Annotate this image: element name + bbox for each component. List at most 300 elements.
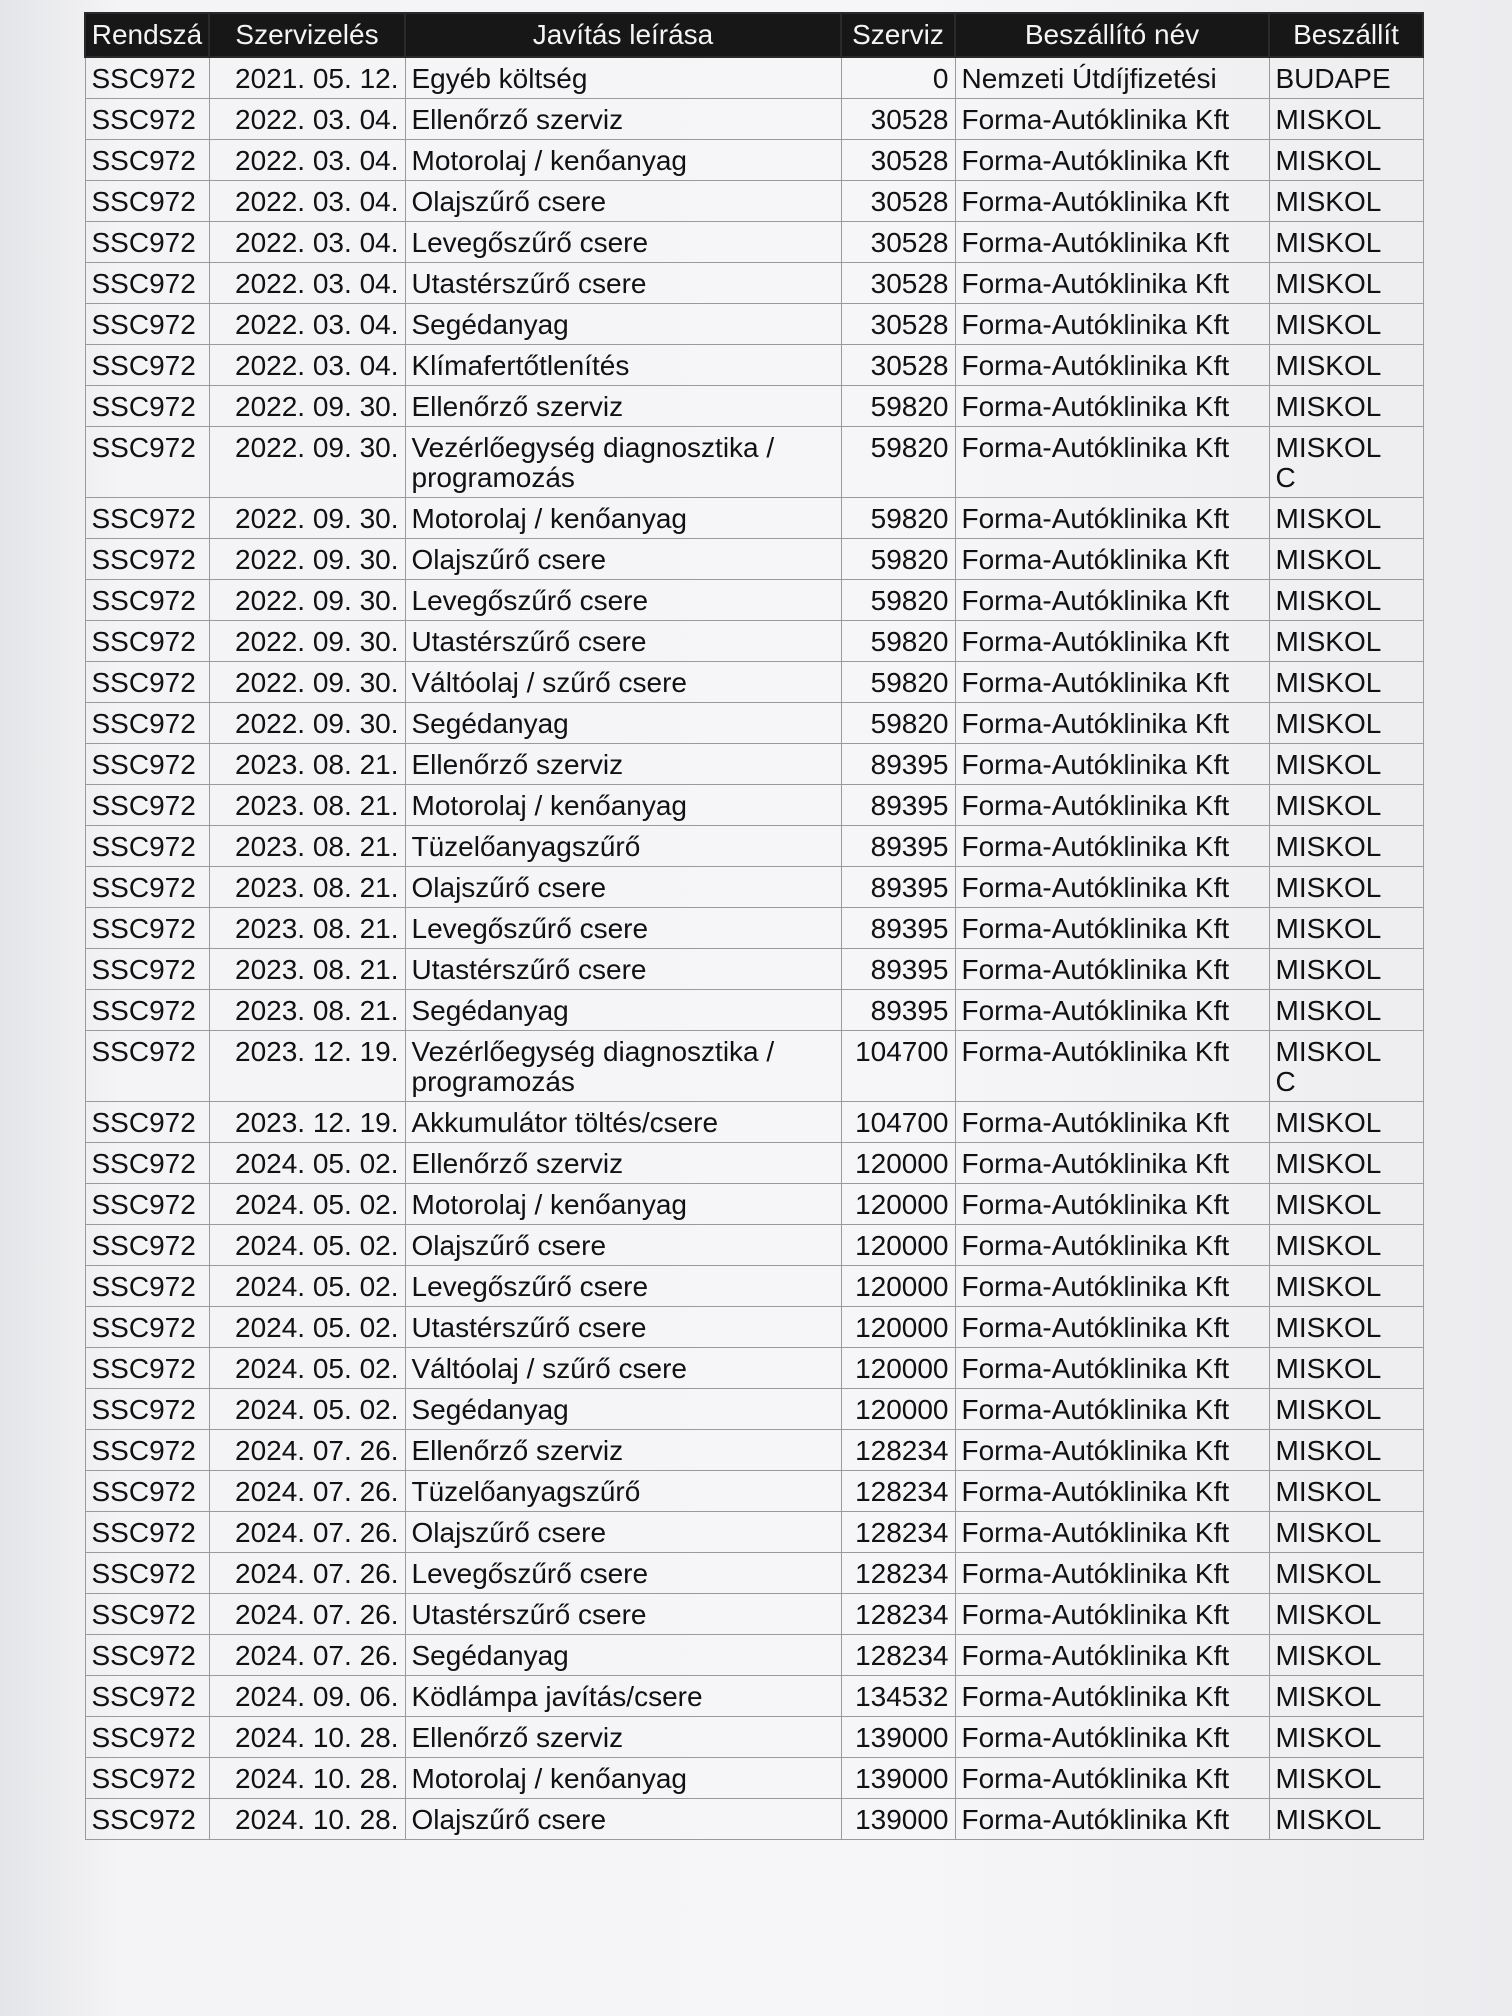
plate-cell: SSC972 [85,1799,209,1840]
table-row [85,990,1423,1031]
odometer-cell: 89395 [841,744,955,785]
supplier-city-cell: MISKOL [1269,1389,1423,1430]
supplier-city-cell: MISKOL [1269,263,1423,304]
table-body [85,57,1423,1840]
supplier-city-cell: MISKOL [1269,703,1423,744]
description-cell: Segédanyag [405,304,841,345]
service-date-cell: 2022. 03. 04. [209,181,405,222]
plate-cell: SSC972 [85,826,209,867]
table-row [85,1143,1423,1184]
supplier-city-cell: MISKOL C [1269,427,1423,498]
description-cell: Egyéb költség [405,57,841,99]
description-cell: Váltóolaj / szűrő csere [405,1348,841,1389]
description-cell: Motorolaj / kenőanyag [405,785,841,826]
supplier-name-cell: Forma-Autóklinika Kft [955,539,1269,580]
plate-cell: SSC972 [85,345,209,386]
odometer-cell: 59820 [841,386,955,427]
supplier-city-cell: MISKOL [1269,222,1423,263]
plate-cell: SSC972 [85,785,209,826]
table-row [85,908,1423,949]
service-date-cell: 2024. 07. 26. [209,1430,405,1471]
supplier-city-cell: MISKOL [1269,826,1423,867]
description-cell: Levegőszűrő csere [405,1266,841,1307]
supplier-name-cell: Forma-Autóklinika Kft [955,785,1269,826]
supplier-name-cell: Forma-Autóklinika Kft [955,990,1269,1031]
odometer-cell: 134532 [841,1676,955,1717]
table-row [85,1553,1423,1594]
odometer-cell: 139000 [841,1717,955,1758]
supplier-name-cell: Forma-Autóklinika Kft [955,427,1269,498]
plate-cell: SSC972 [85,1031,209,1102]
service-date-cell: 2022. 03. 04. [209,140,405,181]
supplier-city-cell: MISKOL [1269,1799,1423,1840]
odometer-cell: 89395 [841,949,955,990]
service-date-cell: 2023. 12. 19. [209,1102,405,1143]
supplier-city-cell: MISKOL [1269,1143,1423,1184]
supplier-name-cell: Forma-Autóklinika Kft [955,1471,1269,1512]
table-row [85,785,1423,826]
table-row [85,1676,1423,1717]
description-cell: Klímafertőtlenítés [405,345,841,386]
supplier-name-cell: Forma-Autóklinika Kft [955,1676,1269,1717]
plate-cell: SSC972 [85,1758,209,1799]
table-row [85,1430,1423,1471]
supplier-city-cell: MISKOL [1269,867,1423,908]
table-row [85,345,1423,386]
header-plate: Rendszá [85,13,209,57]
description-cell: Levegőszűrő csere [405,222,841,263]
odometer-cell: 59820 [841,662,955,703]
plate-cell: SSC972 [85,304,209,345]
header-supplier-city: Beszállít [1269,13,1423,57]
table-row [85,304,1423,345]
description-cell: Ellenőrző szerviz [405,386,841,427]
odometer-cell: 128234 [841,1594,955,1635]
supplier-name-cell: Forma-Autóklinika Kft [955,1635,1269,1676]
plate-cell: SSC972 [85,949,209,990]
table-row [85,1225,1423,1266]
table-row [85,1102,1423,1143]
service-date-cell: 2022. 09. 30. [209,386,405,427]
plate-cell: SSC972 [85,222,209,263]
table-row [85,1512,1423,1553]
plate-cell: SSC972 [85,1102,209,1143]
table-row [85,867,1423,908]
supplier-name-cell: Forma-Autóklinika Kft [955,908,1269,949]
description-cell: Ellenőrző szerviz [405,1430,841,1471]
description-cell: Ellenőrző szerviz [405,744,841,785]
supplier-city-cell: MISKOL [1269,1102,1423,1143]
plate-cell: SSC972 [85,703,209,744]
table-row [85,57,1423,99]
service-date-cell: 2023. 08. 21. [209,949,405,990]
odometer-cell: 128234 [841,1471,955,1512]
odometer-cell: 104700 [841,1031,955,1102]
service-date-cell: 2022. 09. 30. [209,580,405,621]
supplier-name-cell: Forma-Autóklinika Kft [955,99,1269,140]
odometer-cell: 120000 [841,1348,955,1389]
plate-cell: SSC972 [85,1225,209,1266]
supplier-name-cell: Forma-Autóklinika Kft [955,181,1269,222]
description-cell: Tüzelőanyagszűrő [405,826,841,867]
table-row [85,1031,1423,1102]
description-cell: Motorolaj / kenőanyag [405,1758,841,1799]
service-date-cell: 2024. 05. 02. [209,1348,405,1389]
supplier-city-cell: MISKOL [1269,908,1423,949]
table-row [85,1184,1423,1225]
plate-cell: SSC972 [85,181,209,222]
service-date-cell: 2024. 07. 26. [209,1471,405,1512]
supplier-name-cell: Forma-Autóklinika Kft [955,1031,1269,1102]
supplier-name-cell: Forma-Autóklinika Kft [955,1553,1269,1594]
service-date-cell: 2024. 05. 02. [209,1225,405,1266]
table-row [85,99,1423,140]
table-row [85,1799,1423,1840]
table-row [85,826,1423,867]
supplier-city-cell: MISKOL [1269,1553,1423,1594]
supplier-city-cell: MISKOL [1269,1430,1423,1471]
supplier-name-cell: Forma-Autóklinika Kft [955,1512,1269,1553]
service-date-cell: 2022. 03. 04. [209,304,405,345]
table-row [85,427,1423,498]
supplier-city-cell: MISKOL [1269,1512,1423,1553]
odometer-cell: 30528 [841,140,955,181]
description-cell: Olajszűrő csere [405,867,841,908]
table-row [85,621,1423,662]
table-row [85,181,1423,222]
plate-cell: SSC972 [85,580,209,621]
table-row [85,386,1423,427]
plate-cell: SSC972 [85,1389,209,1430]
odometer-cell: 89395 [841,826,955,867]
supplier-city-cell: MISKOL [1269,1758,1423,1799]
odometer-cell: 30528 [841,181,955,222]
supplier-name-cell: Forma-Autóklinika Kft [955,1348,1269,1389]
odometer-cell: 30528 [841,263,955,304]
supplier-city-cell: MISKOL [1269,580,1423,621]
supplier-name-cell: Forma-Autóklinika Kft [955,1594,1269,1635]
service-date-cell: 2021. 05. 12. [209,57,405,99]
table-row [85,1307,1423,1348]
plate-cell: SSC972 [85,1676,209,1717]
plate-cell: SSC972 [85,1635,209,1676]
service-date-cell: 2023. 08. 21. [209,990,405,1031]
plate-cell: SSC972 [85,908,209,949]
service-date-cell: 2023. 08. 21. [209,744,405,785]
description-cell: Motorolaj / kenőanyag [405,1184,841,1225]
supplier-city-cell: MISKOL [1269,1266,1423,1307]
supplier-name-cell: Forma-Autóklinika Kft [955,621,1269,662]
table-row [85,263,1423,304]
odometer-cell: 59820 [841,427,955,498]
description-cell: Olajszűrő csere [405,181,841,222]
supplier-name-cell: Forma-Autóklinika Kft [955,867,1269,908]
description-cell: Ellenőrző szerviz [405,1717,841,1758]
table-row [85,744,1423,785]
plate-cell: SSC972 [85,662,209,703]
table-row [85,1717,1423,1758]
description-cell: Utastérszűrő csere [405,1594,841,1635]
service-date-cell: 2023. 08. 21. [209,908,405,949]
supplier-city-cell: MISKOL [1269,990,1423,1031]
supplier-name-cell: Forma-Autóklinika Kft [955,826,1269,867]
odometer-cell: 89395 [841,908,955,949]
table-row [85,1348,1423,1389]
supplier-name-cell: Forma-Autóklinika Kft [955,1102,1269,1143]
plate-cell: SSC972 [85,1430,209,1471]
description-cell: Olajszűrő csere [405,539,841,580]
supplier-city-cell: MISKOL [1269,1635,1423,1676]
plate-cell: SSC972 [85,990,209,1031]
supplier-city-cell: MISKOL [1269,140,1423,181]
supplier-name-cell: Forma-Autóklinika Kft [955,580,1269,621]
odometer-cell: 59820 [841,580,955,621]
supplier-name-cell: Forma-Autóklinika Kft [955,304,1269,345]
table-row [85,1635,1423,1676]
description-cell: Ködlámpa javítás/csere [405,1676,841,1717]
description-cell: Levegőszűrő csere [405,1553,841,1594]
plate-cell: SSC972 [85,539,209,580]
supplier-name-cell: Forma-Autóklinika Kft [955,345,1269,386]
table-row [85,949,1423,990]
description-cell: Olajszűrő csere [405,1799,841,1840]
description-cell: Akkumulátor töltés/csere [405,1102,841,1143]
supplier-name-cell: Nemzeti Útdíjfizetési [955,57,1269,99]
supplier-name-cell: Forma-Autóklinika Kft [955,222,1269,263]
service-date-cell: 2024. 05. 02. [209,1184,405,1225]
supplier-name-cell: Forma-Autóklinika Kft [955,744,1269,785]
header-service-date: Szervizelés [209,13,405,57]
supplier-city-cell: MISKOL [1269,1307,1423,1348]
plate-cell: SSC972 [85,1143,209,1184]
description-cell: Levegőszűrő csere [405,580,841,621]
supplier-city-cell: MISKOL [1269,539,1423,580]
odometer-cell: 120000 [841,1225,955,1266]
odometer-cell: 104700 [841,1102,955,1143]
description-cell: Ellenőrző szerviz [405,1143,841,1184]
supplier-name-cell: Forma-Autóklinika Kft [955,1225,1269,1266]
service-date-cell: 2022. 03. 04. [209,263,405,304]
plate-cell: SSC972 [85,1553,209,1594]
odometer-cell: 139000 [841,1799,955,1840]
supplier-name-cell: Forma-Autóklinika Kft [955,498,1269,539]
plate-cell: SSC972 [85,427,209,498]
service-date-cell: 2024. 07. 26. [209,1512,405,1553]
table-header [85,13,1423,57]
table-row [85,539,1423,580]
odometer-cell: 89395 [841,785,955,826]
supplier-city-cell: MISKOL C [1269,1031,1423,1102]
service-date-cell: 2024. 10. 28. [209,1758,405,1799]
plate-cell: SSC972 [85,744,209,785]
service-date-cell: 2023. 08. 21. [209,867,405,908]
supplier-city-cell: MISKOL [1269,99,1423,140]
supplier-city-cell: MISKOL [1269,949,1423,990]
supplier-city-cell: MISKOL [1269,785,1423,826]
service-date-cell: 2024. 05. 02. [209,1266,405,1307]
supplier-city-cell: MISKOL [1269,386,1423,427]
description-cell: Segédanyag [405,1389,841,1430]
supplier-city-cell: MISKOL [1269,304,1423,345]
odometer-cell: 128234 [841,1635,955,1676]
description-cell: Váltóolaj / szűrő csere [405,662,841,703]
service-date-cell: 2022. 09. 30. [209,703,405,744]
description-cell: Vezérlőegység diagnosztika / programozás [405,427,841,498]
plate-cell: SSC972 [85,1266,209,1307]
odometer-cell: 120000 [841,1143,955,1184]
description-cell: Olajszűrő csere [405,1225,841,1266]
supplier-name-cell: Forma-Autóklinika Kft [955,949,1269,990]
table-row [85,1758,1423,1799]
table-row [85,222,1423,263]
service-date-cell: 2022. 09. 30. [209,662,405,703]
supplier-name-cell: Forma-Autóklinika Kft [955,703,1269,744]
plate-cell: SSC972 [85,263,209,304]
service-date-cell: 2022. 03. 04. [209,99,405,140]
description-cell: Segédanyag [405,703,841,744]
supplier-city-cell: MISKOL [1269,1471,1423,1512]
table-row [85,1389,1423,1430]
service-date-cell: 2022. 09. 30. [209,427,405,498]
supplier-name-cell: Forma-Autóklinika Kft [955,1799,1269,1840]
description-cell: Utastérszűrő csere [405,949,841,990]
table-row [85,580,1423,621]
supplier-name-cell: Forma-Autóklinika Kft [955,386,1269,427]
service-date-cell: 2022. 09. 30. [209,539,405,580]
supplier-city-cell: MISKOL [1269,744,1423,785]
service-date-cell: 2024. 07. 26. [209,1553,405,1594]
odometer-cell: 30528 [841,99,955,140]
table-row [85,498,1423,539]
service-date-cell: 2023. 08. 21. [209,826,405,867]
description-cell: Utastérszűrő csere [405,1307,841,1348]
supplier-name-cell: Forma-Autóklinika Kft [955,1184,1269,1225]
service-date-cell: 2024. 10. 28. [209,1717,405,1758]
plate-cell: SSC972 [85,1717,209,1758]
odometer-cell: 59820 [841,498,955,539]
plate-cell: SSC972 [85,498,209,539]
description-cell: Tüzelőanyagszűrő [405,1471,841,1512]
odometer-cell: 139000 [841,1758,955,1799]
table-row [85,1266,1423,1307]
plate-cell: SSC972 [85,1348,209,1389]
plate-cell: SSC972 [85,621,209,662]
header-supplier-name: Beszállító név [955,13,1269,57]
table-row [85,1594,1423,1635]
service-date-cell: 2024. 05. 02. [209,1307,405,1348]
supplier-city-cell: MISKOL [1269,621,1423,662]
service-date-cell: 2022. 03. 04. [209,345,405,386]
odometer-cell: 120000 [841,1307,955,1348]
description-cell: Vezérlőegység diagnosztika / programozás [405,1031,841,1102]
header-service-odometer: Szerviz [841,13,955,57]
description-cell: Levegőszűrő csere [405,908,841,949]
supplier-city-cell: MISKOL [1269,1594,1423,1635]
description-cell: Segédanyag [405,1635,841,1676]
service-date-cell: 2023. 12. 19. [209,1031,405,1102]
plate-cell: SSC972 [85,386,209,427]
service-date-cell: 2022. 03. 04. [209,222,405,263]
plate-cell: SSC972 [85,1594,209,1635]
odometer-cell: 30528 [841,222,955,263]
supplier-name-cell: Forma-Autóklinika Kft [955,1717,1269,1758]
odometer-cell: 30528 [841,345,955,386]
supplier-city-cell: MISKOL [1269,181,1423,222]
odometer-cell: 128234 [841,1553,955,1594]
plate-cell: SSC972 [85,1471,209,1512]
service-date-cell: 2022. 09. 30. [209,498,405,539]
odometer-cell: 59820 [841,621,955,662]
description-cell: Utastérszűrő csere [405,263,841,304]
service-date-cell: 2024. 10. 28. [209,1799,405,1840]
description-cell: Utastérszűrő csere [405,621,841,662]
odometer-cell: 120000 [841,1184,955,1225]
header-repair-description: Javítás leírása [405,13,841,57]
supplier-name-cell: Forma-Autóklinika Kft [955,662,1269,703]
service-date-cell: 2023. 08. 21. [209,785,405,826]
table-row [85,662,1423,703]
supplier-name-cell: Forma-Autóklinika Kft [955,263,1269,304]
service-date-cell: 2024. 07. 26. [209,1635,405,1676]
service-date-cell: 2024. 05. 02. [209,1389,405,1430]
supplier-city-cell: MISKOL [1269,1225,1423,1266]
table-row [85,703,1423,744]
odometer-cell: 30528 [841,304,955,345]
supplier-name-cell: Forma-Autóklinika Kft [955,140,1269,181]
odometer-cell: 89395 [841,867,955,908]
service-date-cell: 2024. 09. 06. [209,1676,405,1717]
odometer-cell: 128234 [841,1430,955,1471]
service-history-table [84,12,1424,1840]
description-cell: Motorolaj / kenőanyag [405,498,841,539]
supplier-city-cell: MISKOL [1269,1717,1423,1758]
supplier-name-cell: Forma-Autóklinika Kft [955,1389,1269,1430]
service-date-cell: 2022. 09. 30. [209,621,405,662]
odometer-cell: 89395 [841,990,955,1031]
description-cell: Olajszűrő csere [405,1512,841,1553]
odometer-cell: 0 [841,57,955,99]
plate-cell: SSC972 [85,1512,209,1553]
supplier-name-cell: Forma-Autóklinika Kft [955,1758,1269,1799]
odometer-cell: 59820 [841,703,955,744]
supplier-city-cell: MISKOL [1269,1676,1423,1717]
supplier-name-cell: Forma-Autóklinika Kft [955,1266,1269,1307]
service-date-cell: 2024. 07. 26. [209,1594,405,1635]
odometer-cell: 120000 [841,1266,955,1307]
service-date-cell: 2024. 05. 02. [209,1143,405,1184]
supplier-city-cell: MISKOL [1269,1348,1423,1389]
supplier-city-cell: MISKOL [1269,1184,1423,1225]
plate-cell: SSC972 [85,1184,209,1225]
table-row [85,1471,1423,1512]
odometer-cell: 120000 [841,1389,955,1430]
header-row [85,13,1423,57]
plate-cell: SSC972 [85,57,209,99]
supplier-name-cell: Forma-Autóklinika Kft [955,1143,1269,1184]
supplier-city-cell: MISKOL [1269,662,1423,703]
plate-cell: SSC972 [85,140,209,181]
odometer-cell: 128234 [841,1512,955,1553]
plate-cell: SSC972 [85,99,209,140]
supplier-name-cell: Forma-Autóklinika Kft [955,1307,1269,1348]
supplier-city-cell: MISKOL [1269,345,1423,386]
plate-cell: SSC972 [85,867,209,908]
table-row [85,140,1423,181]
odometer-cell: 59820 [841,539,955,580]
supplier-city-cell: MISKOL [1269,498,1423,539]
supplier-city-cell: BUDAPE [1269,57,1423,99]
plate-cell: SSC972 [85,1307,209,1348]
